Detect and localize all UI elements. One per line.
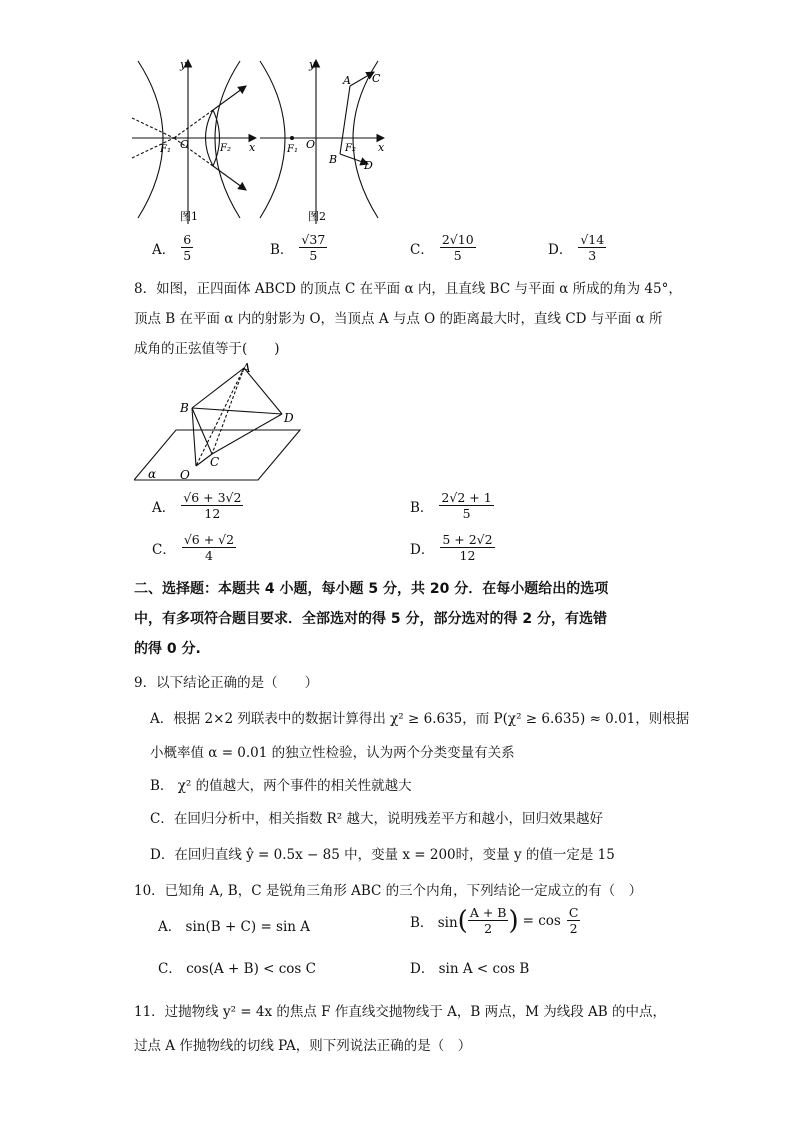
section2-line-2: 中，有多项符合题目要求．全部选对的得 5 分，部分选对的得 2 分，有选错 bbox=[134, 611, 607, 627]
fig1-x-label: x bbox=[249, 141, 256, 154]
fig2-c-label: C bbox=[372, 72, 381, 85]
q11-line-1: 11．过抛物线 y² = 4x 的焦点 F 作直线交抛物线于 A，B 两点，M 为线段 AB 的中点， bbox=[134, 1004, 666, 1020]
q8-figure bbox=[134, 362, 306, 484]
q8-option-c[interactable]: C． $\frac{√6 + √2}{4}$ bbox=[152, 532, 235, 563]
section2-line-1: 二、选择题：本题共 4 小题，每小题 5 分，共 20 分．在每小题给出的选项 bbox=[134, 581, 609, 597]
q9-option-b[interactable]: B． χ² 的值越大，两个事件的相关性就越大 bbox=[150, 778, 412, 794]
q9-stem: 9．以下结论正确的是（ ） bbox=[134, 675, 319, 691]
fig1-o-label: O bbox=[180, 138, 190, 151]
right-paren: ) bbox=[508, 905, 519, 936]
q8-option-b[interactable]: B． $\frac{2√2 + 1}{5}$ bbox=[410, 490, 492, 521]
fig1-f2-label: F₂ bbox=[220, 143, 231, 154]
fig2-d-label: D bbox=[364, 159, 373, 172]
q8-line-3: 成角的正弦值等于( ) bbox=[134, 341, 280, 357]
q10-option-b[interactable]: B． sin ( $\frac{A + B}{2}$ ) = cos $\frac{C}{2}$ bbox=[410, 905, 579, 936]
fig2-caption: 图2 bbox=[308, 210, 326, 223]
section2-line-3: 的得 0 分. bbox=[134, 641, 201, 657]
fig8-alpha-label: α bbox=[148, 467, 157, 481]
q8-option-d[interactable]: D． $\frac{5 + 2√2}{12}$ bbox=[410, 532, 493, 563]
fig1-f1-label: F₁ bbox=[160, 144, 171, 155]
fig2-a-label: A bbox=[343, 74, 351, 87]
q10-option-c[interactable]: C． cos(A + B) < cos C bbox=[158, 961, 316, 977]
fig2-b-label: B bbox=[329, 153, 338, 166]
q9-option-c[interactable]: C．在回归分析中，相关指数 R² 越大，说明残差平方和越小，回归效果越好 bbox=[150, 811, 603, 827]
q7-figure bbox=[128, 56, 398, 226]
fig1-caption: 图1 bbox=[180, 210, 198, 223]
q7-option-c[interactable]: C． $\frac{2√10}{5}$ bbox=[410, 232, 474, 263]
fig2-x-label: x bbox=[378, 141, 385, 154]
q10-option-d[interactable]: D． sin A < cos B bbox=[410, 961, 530, 977]
q9-option-d[interactable]: D．在回归直线 ŷ = 0.5x − 85 中，变量 x = 200时，变量 y 的值一定是 15 bbox=[150, 847, 615, 863]
q9-option-a-line-2: 小概率值 α = 0.01 的独立性检验，认为两个分类变量有关系 bbox=[150, 745, 515, 761]
q8-line-2: 顶点 B 在平面 α 内的射影为 O，当顶点 A 与点 O 的距离最大时，直线 CD 与平面 α 所 bbox=[134, 311, 663, 327]
q11-line-2: 过点 A 作抛物线的切线 PA，则下列说法正确的是（ ） bbox=[134, 1038, 472, 1054]
q7-option-d[interactable]: D． $\frac{√14}{3}$ bbox=[548, 232, 605, 263]
left-paren: ( bbox=[457, 905, 468, 936]
fig8-d-label: D bbox=[284, 411, 294, 425]
q7-option-a[interactable]: A． $\frac{6}{5}$ bbox=[152, 232, 192, 263]
q8-line-1: 8．如图，正四面体 ABCD 的顶点 C 在平面 α 内，且直线 BC 与平面 α 所成的角为 45°， bbox=[134, 281, 682, 297]
fig2-y-label: y bbox=[309, 58, 316, 71]
fig1-y-label: y bbox=[180, 58, 187, 71]
q10-option-a[interactable]: A． sin(B + C) = sin A bbox=[158, 919, 311, 935]
figure1 bbox=[132, 60, 256, 224]
fig8-c-label: C bbox=[210, 455, 220, 469]
fig2-f2-label: F₂ bbox=[345, 143, 356, 154]
q10-stem: 10．已知角 A, B，C 是锐角三角形 ABC 的三个内角，下列结论一定成立的有（ ） bbox=[134, 883, 643, 899]
q9-option-a-line-1[interactable]: A．根据 2×2 列联表中的数据计算得出 χ² ≥ 6.635，而 P(χ² ≥ 6.635) ≈ 0.01，则根据 bbox=[150, 711, 690, 727]
q8-option-a[interactable]: A． $\frac{√6 + 3√2}{12}$ bbox=[152, 490, 242, 521]
figure2 bbox=[260, 60, 384, 224]
fig2-f1-label: F₁ bbox=[287, 144, 298, 155]
fig8-a-label: A bbox=[242, 362, 251, 375]
q7-option-b[interactable]: B． $\frac{√37}{5}$ bbox=[270, 232, 326, 263]
fig8-b-label: B bbox=[180, 401, 189, 415]
fig8-o-label: O bbox=[180, 468, 190, 482]
fig2-o-label: O bbox=[306, 138, 316, 151]
